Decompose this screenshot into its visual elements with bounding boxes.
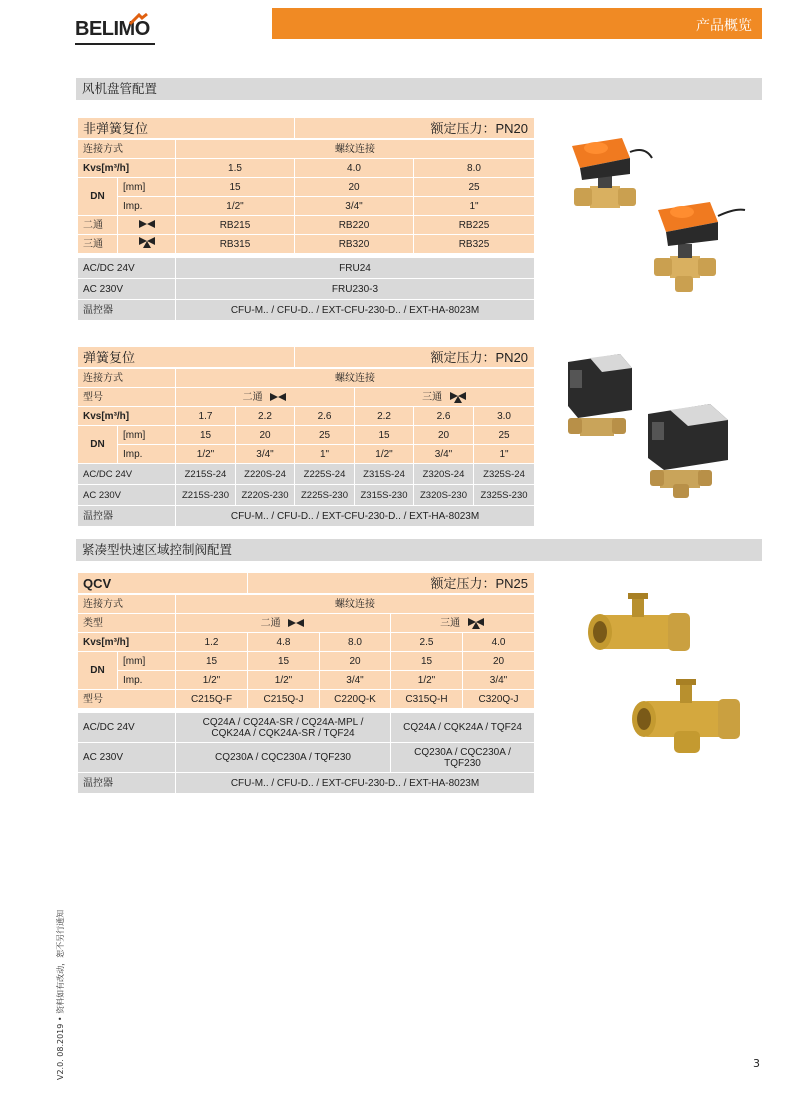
mm-cell: 15: [176, 178, 295, 197]
kvs-cell: 4.8: [248, 633, 320, 652]
row-label-dn: DN: [78, 178, 118, 216]
row-label-acdc: AC/DC 24V: [78, 464, 176, 485]
imp-cell: 3/4": [414, 445, 474, 464]
two-way-symbol-icon: [287, 618, 305, 628]
imp-cell: 3/4": [320, 671, 391, 690]
mm-cell: 20: [236, 426, 295, 445]
model-cell: Z315S-230: [355, 485, 414, 506]
row-label-ac: AC 230V: [78, 485, 176, 506]
row-label-mm: [mm]: [118, 652, 176, 671]
qcv-valve-photo: [580, 585, 760, 755]
mm-cell: 15: [355, 426, 414, 445]
kvs-cell: 2.2: [236, 407, 295, 426]
imp-cell: 1/2": [355, 445, 414, 464]
row-label-model: 型号: [78, 388, 176, 407]
three-way-symbol-icon: [467, 617, 485, 630]
table-name: QCV: [78, 573, 248, 595]
acdc-three-way-value: CQ24A / CQK24A / TQF24: [391, 713, 535, 743]
three-way-symbol-icon: [118, 235, 176, 254]
pressure-rating: 额定压力：PN25: [248, 573, 535, 595]
two-way-symbol-icon: [118, 216, 176, 235]
kvs-cell: 4.0: [295, 159, 414, 178]
imp-cell: 1/2": [176, 197, 295, 216]
ac-two-way-value: CQ230A / CQC230A / TQF230: [176, 743, 391, 773]
two-way-group: [176, 614, 391, 633]
model-cell: Z320S-230: [414, 485, 474, 506]
table-name: 非弹簧复位: [78, 118, 295, 140]
thermostat-value: CFU-M.. / CFU-D.. / EXT-CFU-230-D.. / EXT-HA-8023M: [176, 300, 535, 321]
kvs-cell: 2.2: [355, 407, 414, 426]
model-cell: Z225S-24: [295, 464, 355, 485]
row-label-imp: Imp.: [118, 671, 176, 690]
model-cell: Z215S-230: [176, 485, 236, 506]
row-label-connection: 连接方式: [78, 368, 176, 388]
brand-name: BELIMO: [75, 18, 150, 40]
row-label-type: 类型: [78, 614, 176, 633]
two-way-label: 二通: [242, 391, 263, 403]
header-title: 产品概览: [696, 18, 752, 34]
row-label-kvs: Kvs[m³/h]: [78, 633, 176, 652]
model-cell: C320Q-J: [463, 690, 535, 709]
table-spring-return: [77, 346, 535, 527]
model-cell: RB315: [176, 235, 295, 254]
pressure-rating: 额定压力：PN20: [295, 347, 535, 369]
row-label-mm: [mm]: [118, 426, 176, 445]
table-qcv: [77, 572, 535, 794]
row-label-ac: AC 230V: [78, 279, 176, 300]
table-name: 弹簧复位: [78, 347, 295, 369]
model-cell: Z325S-230: [474, 485, 535, 506]
kvs-cell: 2.6: [414, 407, 474, 426]
model-cell: Z220S-24: [236, 464, 295, 485]
two-way-label: 二通: [260, 617, 281, 629]
three-way-symbol-icon: [449, 391, 467, 404]
mm-cell: 15: [176, 426, 236, 445]
imp-cell: 1": [474, 445, 535, 464]
row-label-acdc: AC/DC 24V: [78, 258, 176, 279]
model-cell: C215Q-F: [176, 690, 248, 709]
row-label-thermostat: 温控器: [78, 506, 176, 527]
row-label-three-way: 三通: [78, 235, 118, 254]
model-cell: C220Q-K: [320, 690, 391, 709]
mm-cell: 15: [248, 652, 320, 671]
model-cell: RB220: [295, 216, 414, 235]
mm-cell: 20: [414, 426, 474, 445]
imp-cell: 1/2": [176, 445, 236, 464]
three-way-group: [355, 388, 535, 407]
three-way-label: 三通: [422, 391, 443, 403]
pressure-rating: 额定压力：PN20: [295, 118, 535, 140]
kvs-cell: 3.0: [474, 407, 535, 426]
row-label-mm: [mm]: [118, 178, 176, 197]
footer-note: V2.0. 08.2019 • 资料如有改动，恕不另行通知: [56, 909, 65, 1080]
kvs-cell: 8.0: [414, 159, 535, 178]
header-bar: [272, 8, 762, 39]
model-cell: C215Q-J: [248, 690, 320, 709]
connection-value: 螺纹连接: [176, 368, 535, 388]
model-cell: Z315S-24: [355, 464, 414, 485]
kvs-cell: 1.5: [176, 159, 295, 178]
imp-cell: 1/2": [248, 671, 320, 690]
logo-mark-icon: [127, 12, 153, 26]
connection-value: 螺纹连接: [176, 594, 535, 614]
row-label-connection: 连接方式: [78, 139, 176, 159]
row-label-thermostat: 温控器: [78, 300, 176, 321]
model-cell: Z325S-24: [474, 464, 535, 485]
imp-cell: 3/4": [236, 445, 295, 464]
imp-cell: 3/4": [295, 197, 414, 216]
row-label-imp: Imp.: [118, 445, 176, 464]
model-cell: Z220S-230: [236, 485, 295, 506]
model-cell: RB325: [414, 235, 535, 254]
thermostat-value: CFU-M.. / CFU-D.. / EXT-CFU-230-D.. / EXT-HA-8023M: [176, 506, 535, 527]
model-cell: Z215S-24: [176, 464, 236, 485]
two-way-group: [176, 388, 355, 407]
two-way-symbol-icon: [269, 392, 287, 402]
model-cell: Z320S-24: [414, 464, 474, 485]
model-cell: RB225: [414, 216, 535, 235]
kvs-cell: 2.6: [295, 407, 355, 426]
row-label-two-way: 二通: [78, 216, 118, 235]
ac-value: FRU230-3: [176, 279, 535, 300]
imp-cell: 1/2": [176, 671, 248, 690]
mm-cell: 20: [295, 178, 414, 197]
ac-three-way-value: CQ230A / CQC230A / TQF230: [391, 743, 535, 773]
kvs-cell: 1.2: [176, 633, 248, 652]
table-non-spring-return: [77, 117, 535, 321]
row-label-model: 型号: [78, 690, 176, 709]
page-number: 3: [753, 1057, 760, 1070]
imp-cell: 1": [295, 445, 355, 464]
kvs-cell: 4.0: [463, 633, 535, 652]
rb-valve-photo: [560, 118, 750, 298]
mm-cell: 20: [463, 652, 535, 671]
three-way-group: [391, 614, 535, 633]
mm-cell: 15: [176, 652, 248, 671]
imp-cell: 3/4": [463, 671, 535, 690]
model-cell: Z225S-230: [295, 485, 355, 506]
model-cell: RB320: [295, 235, 414, 254]
row-label-dn: DN: [78, 652, 118, 690]
mm-cell: 25: [295, 426, 355, 445]
model-cell: RB215: [176, 216, 295, 235]
row-label-kvs: Kvs[m³/h]: [78, 159, 176, 178]
row-label-imp: Imp.: [118, 197, 176, 216]
row-label-ac: AC 230V: [78, 743, 176, 773]
section-title-fan-coil: 风机盘管配置: [76, 78, 762, 100]
row-label-dn: DN: [78, 426, 118, 464]
row-label-thermostat: 温控器: [78, 773, 176, 794]
three-way-label: 三通: [440, 617, 461, 629]
belimo-logo: [75, 12, 155, 38]
logo-underline: [75, 43, 155, 45]
kvs-cell: 1.7: [176, 407, 236, 426]
acdc-two-way-value: CQ24A / CQ24A-SR / CQ24A-MPL / CQK24A / CQK24A-SR / TQF24: [176, 713, 391, 743]
connection-value: 螺纹连接: [176, 139, 535, 159]
imp-cell: 1/2": [391, 671, 463, 690]
model-cell: C315Q-H: [391, 690, 463, 709]
mm-cell: 15: [391, 652, 463, 671]
mm-cell: 25: [414, 178, 535, 197]
mm-cell: 25: [474, 426, 535, 445]
thermostat-value: CFU-M.. / CFU-D.. / EXT-CFU-230-D.. / EXT-HA-8023M: [176, 773, 535, 794]
row-label-kvs: Kvs[m³/h]: [78, 407, 176, 426]
kvs-cell: 8.0: [320, 633, 391, 652]
acdc-value: FRU24: [176, 258, 535, 279]
imp-cell: 1": [414, 197, 535, 216]
mm-cell: 20: [320, 652, 391, 671]
kvs-cell: 2.5: [391, 633, 463, 652]
z-valve-photo: [560, 348, 750, 503]
row-label-acdc: AC/DC 24V: [78, 713, 176, 743]
section-title-qcv: 紧凑型快速区域控制阀配置: [76, 539, 762, 561]
row-label-connection: 连接方式: [78, 594, 176, 614]
